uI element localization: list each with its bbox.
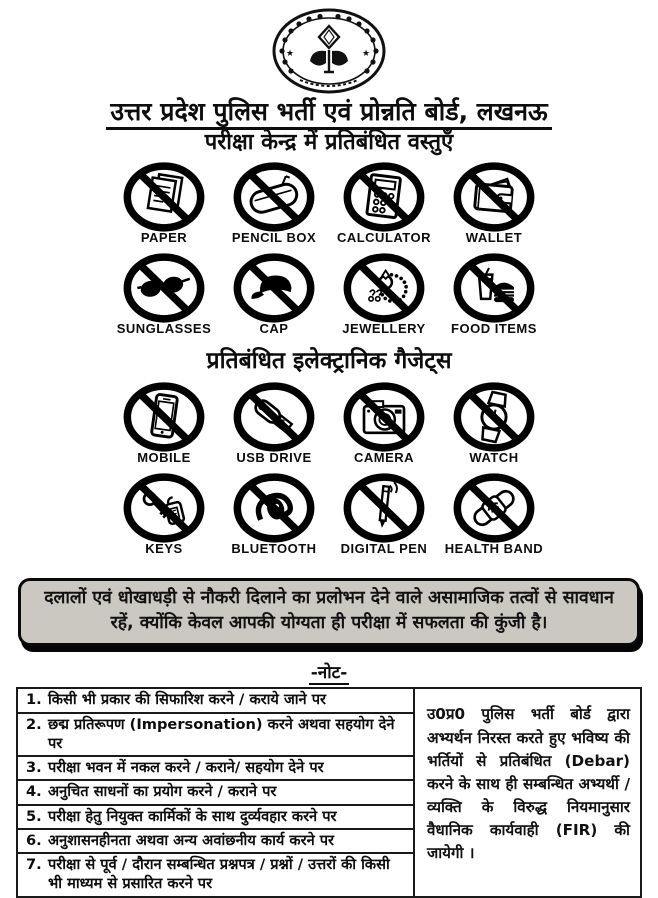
up-police-board-emblem-icon: [254, 6, 404, 96]
prohibited-item-label: FOOD ITEMS: [451, 321, 537, 337]
prohibited-item-bluetooth: [219, 473, 329, 556]
note-violation-row: [18, 689, 413, 713]
svg-text:★: ★: [362, 49, 371, 59]
note-row-number: 7.: [26, 856, 42, 874]
prohibited-item-wallet: [439, 162, 549, 245]
no-watch-icon: [447, 382, 541, 452]
no-pencil-box-icon: [227, 162, 321, 232]
no-digital-pen-icon: [337, 473, 431, 543]
electronic-gadgets-heading: प्रतिबंधित इलेक्ट्रानिक गैजेट्स: [206, 348, 452, 375]
prohibited-item-label: MOBILE: [137, 449, 191, 465]
prohibited-items-heading: परीक्षा केन्द्र में प्रतिबंधित वस्तुएँ: [204, 129, 454, 155]
prohibited-gadgets-grid: [104, 380, 554, 562]
prohibited-item-label: PAPER: [140, 230, 188, 246]
note-row-text: अनुशासनहीनता अथवा अन्य अवांछनीय कार्य करने पर: [48, 831, 335, 849]
no-wallet-icon: [447, 162, 541, 232]
prohibited-item-label: JEWELLERY: [342, 321, 426, 337]
note-row-text: छद्म प्रतिरूपण (Impersonation) करने अथवा सहयोग देने पर: [48, 715, 395, 752]
prohibited-item-label: BLUETOOTH: [231, 540, 317, 556]
no-calculator-icon: [337, 162, 431, 232]
note-table: [16, 687, 642, 897]
no-health-band-icon: [447, 473, 541, 543]
note-row-text: परीक्षा भवन में नकल करने / कराने/ सहयोग देने पर: [48, 759, 324, 777]
no-camera-icon: [337, 382, 431, 452]
no-bluetooth-icon: [227, 473, 321, 543]
no-mobile-icon: [117, 382, 211, 452]
note-violation-row: [18, 757, 413, 781]
no-food-items-icon: [447, 253, 541, 323]
prohibited-item-label: CALCULATOR: [336, 230, 432, 246]
page-title: उत्तर प्रदेश पुलिस भर्ती एवं प्रोन्नति बोर्ड, लखनऊ: [0, 98, 658, 127]
note-violation-row: [18, 854, 413, 896]
note-row-text: परीक्षा से पूर्व / दौरान सम्बन्धित प्रश्नपत्र / प्रश्नों / उत्तरों की किसी भी माध्यम से प्रसारित करने पर: [48, 856, 390, 893]
prohibited-item-usb-drive: [219, 382, 329, 465]
prohibited-item-mobile: [109, 382, 219, 465]
note-violation-row: [18, 806, 413, 830]
prohibited-item-food-items: [439, 253, 549, 336]
warning-banner-text: दलालों एवं धोखाधड़ी से नौकरी दिलाने का प्रलोभन देने वाले असामाजिक तत्वों से सावधान रहें, क्योंकि केवल आपकी योग्यता ही परीक्षा में सफलता की कुंजी है।: [44, 587, 614, 634]
prohibited-item-health-band: [439, 473, 549, 556]
prohibited-item-label: DIGITAL PEN: [340, 540, 428, 556]
prohibited-item-camera: [329, 382, 439, 465]
prohibited-item-sunglasses: [109, 253, 219, 336]
note-row-number: 2.: [26, 715, 42, 733]
prohibited-item-label: WATCH: [469, 449, 519, 465]
note-violations-column: [18, 689, 415, 895]
no-sunglasses-icon: [117, 253, 211, 323]
no-keys-icon: [117, 473, 211, 543]
note-row-text: अनुचित साधनों का प्रयोग करने / कराने पर: [48, 783, 277, 801]
no-jewellery-icon: [337, 253, 431, 323]
prohibited-item-jewellery: [329, 253, 439, 336]
note-row-number: 1.: [26, 691, 42, 709]
prohibited-item-label: CAP: [259, 321, 289, 337]
prohibited-item-label: SUNGLASSES: [116, 321, 212, 337]
note-heading: -नोट-: [310, 663, 348, 684]
warning-banner: [18, 578, 640, 647]
svg-text:★: ★: [286, 49, 295, 59]
note-violation-row: [18, 714, 413, 758]
note-violation-row: [18, 781, 413, 805]
note-consequence-text: उ0प्र0 पुलिस भर्ती बोर्ड द्वारा अभ्यर्थन निरस्त करते हुए भविष्य की भर्तियों से प्रतिबंधित (Debar) करने के साथ ही सम्बन्धित अभ्यर्थी / व्यक्ति के विरुद्ध नियमानुसार वैधानिक कार्यवाही (FIR) की जायेगी ।: [426, 705, 630, 863]
prohibited-item-label: CAMERA: [353, 449, 415, 465]
prohibited-item-cap: [219, 253, 329, 336]
prohibited-item-calculator: [329, 162, 439, 245]
prohibited-item-keys: [109, 473, 219, 556]
no-usb-drive-icon: [227, 382, 321, 452]
note-violation-row: [18, 830, 413, 854]
no-paper-icon: [117, 162, 211, 232]
prohibited-item-paper: [109, 162, 219, 245]
prohibited-item-watch: [439, 382, 549, 465]
prohibited-item-label: KEYS: [145, 540, 183, 556]
note-row-number: 4.: [26, 783, 42, 801]
note-row-number: 6.: [26, 831, 42, 849]
prohibited-item-label: USB DRIVE: [236, 449, 312, 465]
prohibited-item-label: WALLET: [465, 230, 523, 246]
note-row-text: परीक्षा हेतु नियुक्त कार्मिकों के साथ दुर्व्यवहार करने पर: [48, 807, 337, 825]
logo-wrap: [0, 0, 658, 96]
no-cap-icon: [227, 253, 321, 323]
prohibited-item-label: HEALTH BAND: [444, 540, 544, 556]
prohibited-items-grid: [104, 160, 554, 342]
note-consequence-column: [415, 689, 640, 895]
note-row-number: 5.: [26, 807, 42, 825]
prohibited-item-pencil-box: [219, 162, 329, 245]
note-row-number: 3.: [26, 759, 42, 777]
prohibited-item-digital-pen: [329, 473, 439, 556]
note-row-text: किसी भी प्रकार की सिफारिश करने / कराये जाने पर: [48, 691, 326, 709]
prohibited-item-label: PENCIL BOX: [231, 230, 317, 246]
